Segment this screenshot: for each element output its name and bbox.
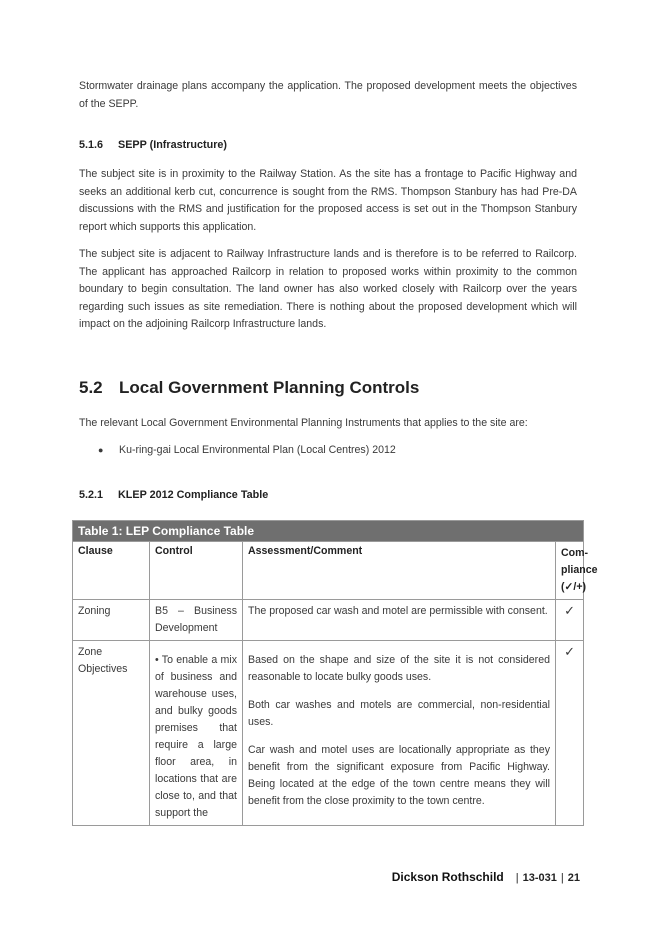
table-header-row: [73, 542, 584, 600]
check-icon: ✓: [556, 641, 584, 826]
table-title: Table 1: LEP Compliance Table: [73, 521, 584, 542]
header-assessment: Assessment/Comment: [243, 542, 556, 600]
project-number: 13-031: [522, 872, 557, 884]
table-row: [73, 600, 584, 641]
bullet-icon: ●: [98, 445, 104, 455]
comment-paragraph: Based on the shape and size of the site it is not considered reasonable to locate bulky goods uses.: [248, 654, 550, 683]
page-number: 21: [567, 872, 580, 884]
bullet-text: Ku-ring-gai Local Environmental Plan (Local Centres) 2012: [119, 444, 396, 456]
header-compliance: [556, 542, 598, 600]
header-clause: Clause: [73, 542, 150, 600]
section-number: 5.2.1: [79, 489, 104, 501]
footer-separator: |: [515, 872, 519, 884]
section-heading-5-1-6: [79, 139, 227, 151]
comment-paragraph: Car wash and motel uses are locationally appropriate as they benefit from the significant exposure from Pacific Highway. Being located at the edge of the town centre means they will benefit from the close proximity to the town centre.: [248, 744, 550, 807]
footer-separator: |: [560, 872, 564, 884]
header-compliance-line-3: (✓/+): [561, 581, 587, 593]
brand-logo: Dickson Rothschild: [391, 870, 504, 884]
header-compliance-line-2: pliance: [561, 564, 598, 576]
cell-control: B5 – Business Development: [150, 600, 243, 641]
check-icon: ✓: [556, 600, 584, 641]
paragraph-rms: The subject site is in proximity to the Railway Station. As the site has a frontage to Pacific Highway and seeks an additional kerb cut, concurrence is sought from the RMS. Thompson Stanbury has had Pre-DA discussions with the RMS and justification for the proposed access is set out in the Thompson Stanbury report which supports this application.: [79, 168, 577, 233]
paragraph-instruments: The relevant Local Government Environmental Planning Instruments that applies to the site are:: [79, 417, 528, 429]
cell-comment: [243, 641, 556, 826]
section-title: KLEP 2012 Compliance Table: [118, 489, 269, 501]
section-number: 5.2: [79, 378, 103, 397]
paragraph-railcorp: The subject site is adjacent to Railway Infrastructure lands and is therefore is to be referred to Railcorp. The applicant has approached Railcorp in relation to proposed works within proximity to the common boundary to begin consultation. The land owner has also worked closely with Railcorp over the years regarding such issues as site remediation. There is nothing about the proposed development which will impact on the adjoining Railcorp Infrastructure lands.: [79, 248, 577, 330]
table-title-row: [73, 521, 584, 542]
section-title: Local Government Planning Controls: [119, 378, 420, 397]
lep-compliance-table: [72, 520, 598, 826]
section-number: 5.1.6: [79, 139, 104, 151]
page-footer: [392, 870, 580, 884]
comment-paragraph: Both car washes and motels are commercial, non-residential uses.: [248, 699, 550, 728]
header-compliance-line-1: Com-: [561, 547, 589, 559]
intro-paragraph: Stormwater drainage plans accompany the application. The proposed development meets the objectives of the SEPP.: [79, 80, 577, 110]
cell-clause: Zone Objectives: [73, 641, 150, 826]
table-row: [73, 641, 584, 826]
cell-comment: The proposed car wash and motel are permissible with consent.: [243, 600, 556, 641]
section-heading-5-2: [79, 378, 419, 398]
header-control: Control: [150, 542, 243, 600]
section-heading-5-2-1: [79, 489, 268, 501]
cell-clause: Zoning: [73, 600, 150, 641]
section-title: SEPP (Infrastructure): [118, 139, 227, 151]
cell-control: • To enable a mix of business and warehouse uses, and bulky goods premises that require a large floor area, in locations that are close to, and that support the: [150, 641, 243, 826]
bullet-item: [98, 444, 396, 456]
